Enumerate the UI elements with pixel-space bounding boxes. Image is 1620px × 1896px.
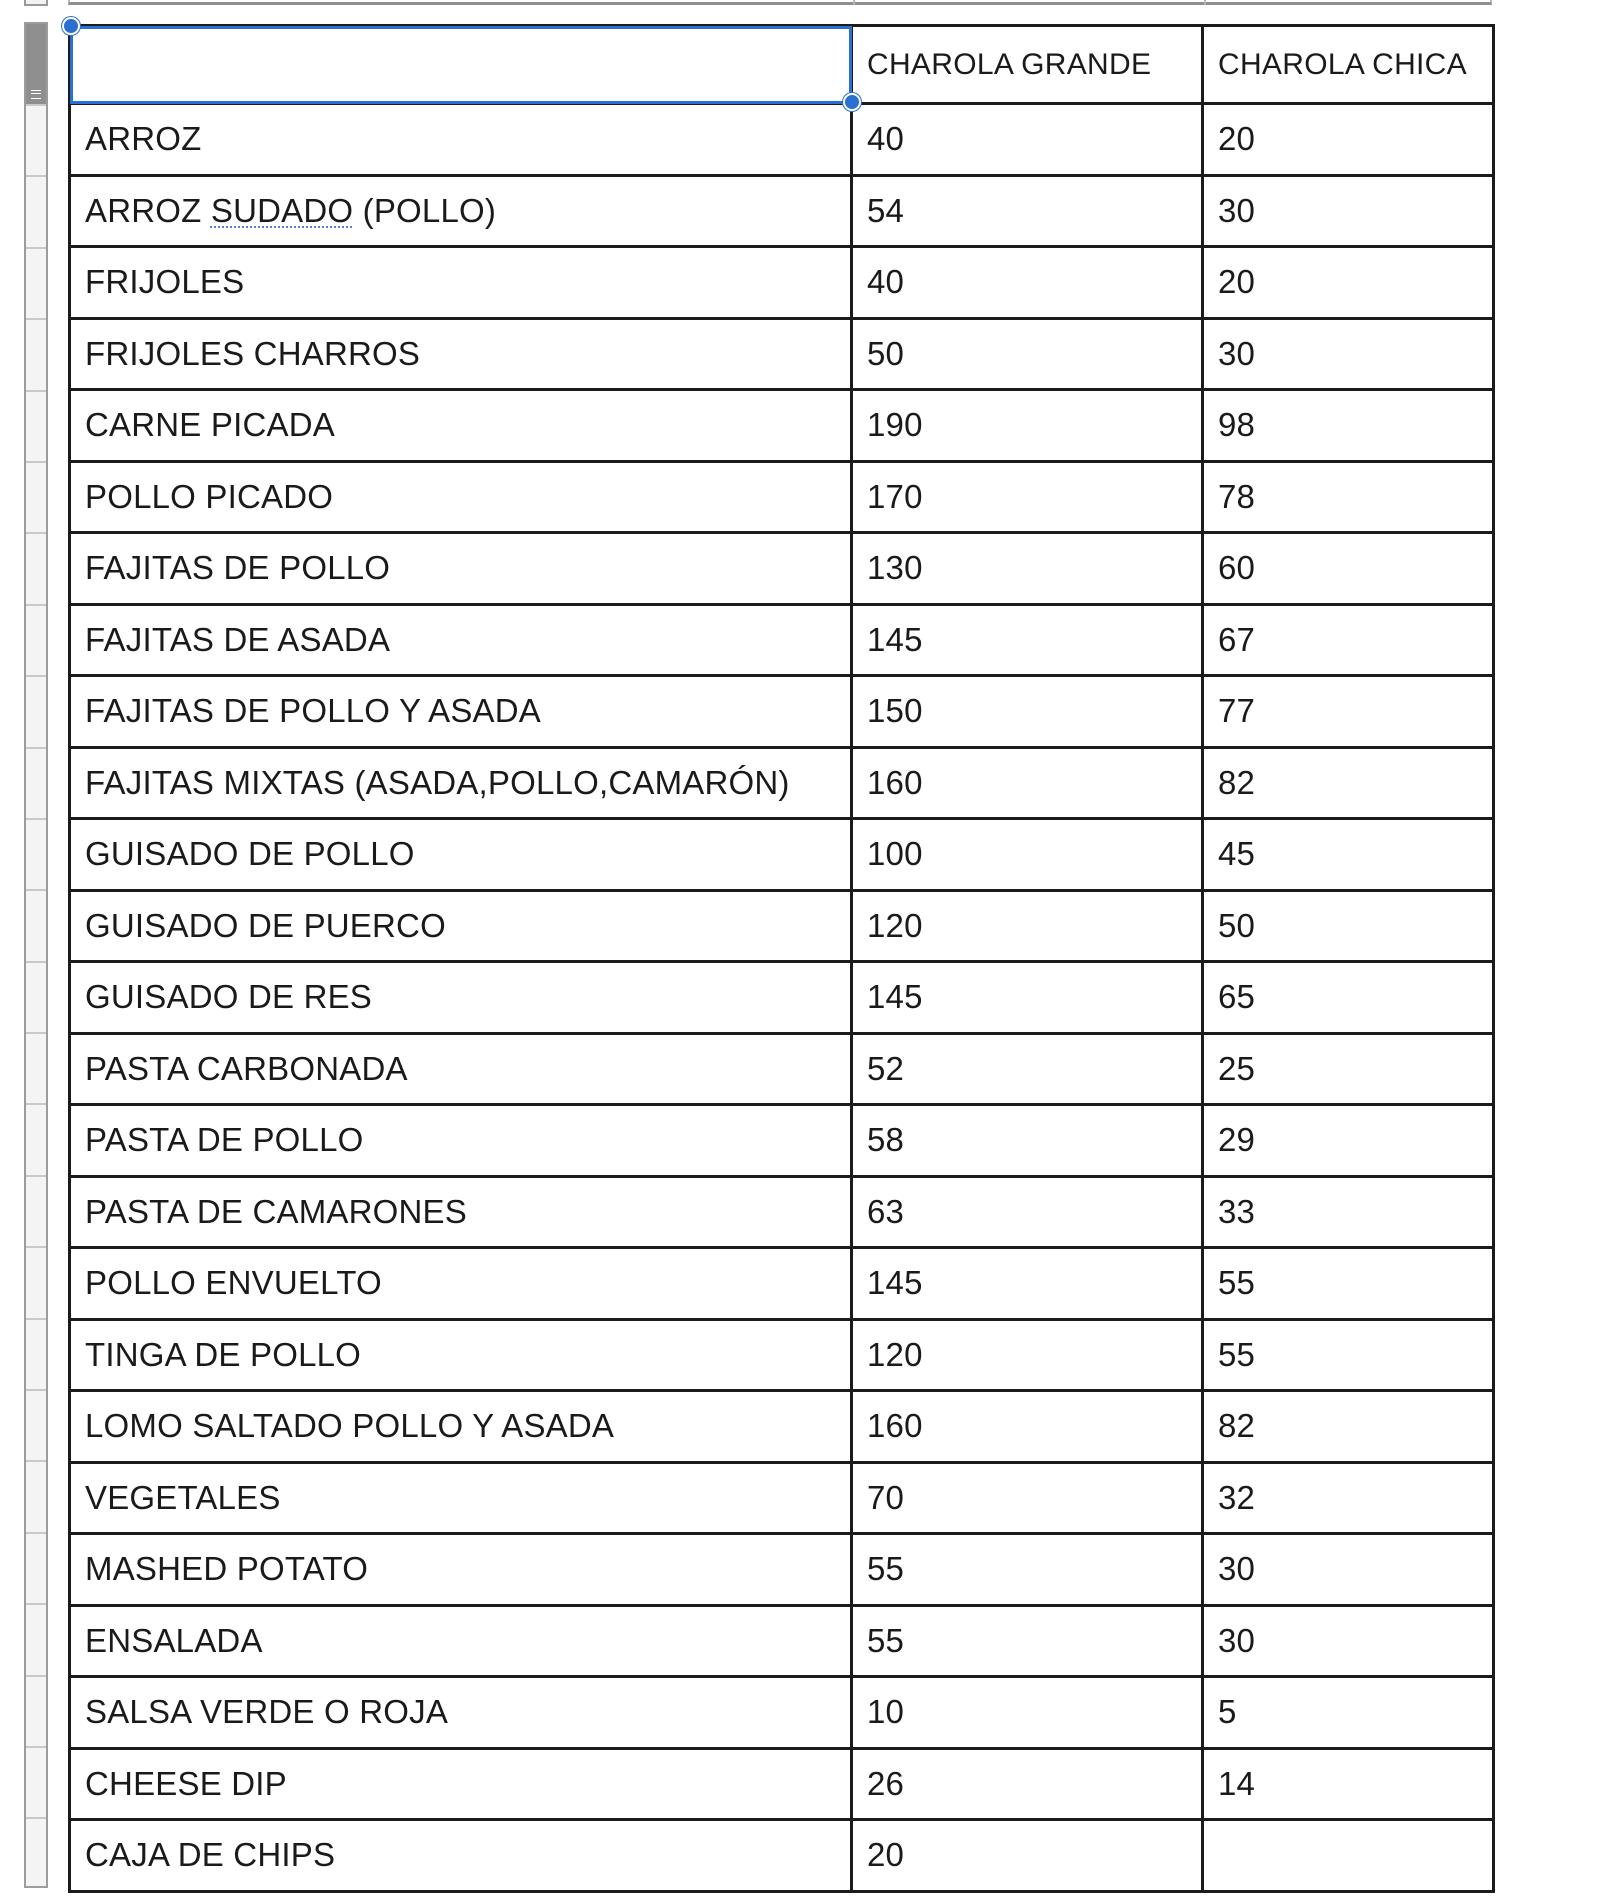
table-corner-tab[interactable] — [24, 0, 48, 6]
cell-charola-grande[interactable]: 20 — [852, 1820, 1203, 1892]
cell-charola-grande[interactable]: 120 — [852, 890, 1203, 962]
cell-charola-chica[interactable]: 30 — [1203, 1534, 1494, 1606]
cell-charola-grande[interactable]: 63 — [852, 1176, 1203, 1248]
cell-charola-grande[interactable]: 55 — [852, 1605, 1203, 1677]
cell-item[interactable]: MASHED POTATO — [70, 1534, 852, 1606]
cell-charola-chica[interactable]: 5 — [1203, 1677, 1494, 1749]
header-cell-item[interactable] — [70, 26, 852, 104]
cell-charola-chica[interactable] — [1203, 1820, 1494, 1892]
table-row — [70, 747, 1494, 819]
cell-item[interactable]: CHEESE DIP — [70, 1748, 852, 1820]
ruler-row-marker[interactable] — [26, 1318, 46, 1389]
cell-charola-chica[interactable]: 32 — [1203, 1462, 1494, 1534]
cell-charola-chica[interactable]: 30 — [1203, 175, 1494, 247]
table-row — [70, 890, 1494, 962]
header-cell-charola-chica[interactable]: CHAROLA CHICA — [1203, 26, 1494, 104]
selection-handle-top-left[interactable] — [62, 17, 80, 35]
cell-item[interactable]: ARROZ — [70, 104, 852, 176]
ruler-row-marker[interactable] — [26, 889, 46, 960]
table-row — [70, 1534, 1494, 1606]
cell-charola-grande[interactable]: 170 — [852, 461, 1203, 533]
cell-item[interactable]: GUISADO DE RES — [70, 962, 852, 1034]
ruler-row-marker[interactable] — [26, 675, 46, 746]
table-row — [70, 175, 1494, 247]
table-row — [70, 1605, 1494, 1677]
cell-charola-chica[interactable]: 14 — [1203, 1748, 1494, 1820]
cell-item[interactable]: ENSALADA — [70, 1605, 852, 1677]
table-row — [70, 676, 1494, 748]
cell-charola-chica[interactable]: 29 — [1203, 1105, 1494, 1177]
row-ruler[interactable] — [24, 22, 48, 1888]
table-row — [70, 1033, 1494, 1105]
table-row — [70, 604, 1494, 676]
cell-charola-grande[interactable]: 120 — [852, 1319, 1203, 1391]
table-row — [70, 247, 1494, 319]
cell-item[interactable]: FAJITAS DE POLLO Y ASADA — [70, 676, 852, 748]
table-row — [70, 962, 1494, 1034]
ruler-row-marker[interactable] — [26, 1675, 46, 1746]
cell-charola-chica[interactable]: 45 — [1203, 819, 1494, 891]
ruler-row-marker[interactable] — [26, 961, 46, 1032]
cell-charola-chica[interactable]: 82 — [1203, 747, 1494, 819]
cell-item[interactable]: PASTA DE POLLO — [70, 1105, 852, 1177]
cell-charola-grande[interactable]: 145 — [852, 604, 1203, 676]
cell-charola-chica[interactable]: 50 — [1203, 890, 1494, 962]
table-row — [70, 318, 1494, 390]
cell-item[interactable]: FAJITAS DE ASADA — [70, 604, 852, 676]
ruler-row-marker[interactable] — [26, 390, 46, 461]
ruler-row-marker[interactable] — [26, 1460, 46, 1531]
ruler-row-marker[interactable] — [26, 247, 46, 318]
cell-item[interactable]: CAJA DE CHIPS — [70, 1820, 852, 1892]
table-row — [70, 1677, 1494, 1749]
cell-charola-grande[interactable]: 40 — [852, 104, 1203, 176]
header-row — [70, 26, 1494, 104]
cell-item[interactable]: FRIJOLES — [70, 247, 852, 319]
table-row — [70, 1105, 1494, 1177]
cell-item[interactable] — [70, 175, 852, 247]
table-row — [70, 1462, 1494, 1534]
cell-item-text: (POLLO) — [353, 191, 497, 229]
cell-charola-grande[interactable]: 55 — [852, 1534, 1203, 1606]
table-row — [70, 104, 1494, 176]
table-row — [70, 1391, 1494, 1463]
cell-charola-grande[interactable]: 145 — [852, 1248, 1203, 1320]
cell-charola-grande[interactable]: 160 — [852, 1391, 1203, 1463]
cell-charola-chica[interactable]: 33 — [1203, 1176, 1494, 1248]
cell-charola-chica[interactable]: 78 — [1203, 461, 1494, 533]
cell-item[interactable]: FAJITAS DE POLLO — [70, 533, 852, 605]
cell-item[interactable]: POLLO PICADO — [70, 461, 852, 533]
cell-charola-chica[interactable]: 55 — [1203, 1319, 1494, 1391]
cell-charola-grande[interactable]: 54 — [852, 175, 1203, 247]
cell-item[interactable]: PASTA CARBONADA — [70, 1033, 852, 1105]
ruler-row-marker[interactable] — [26, 1389, 46, 1460]
ruler-row-marker[interactable] — [26, 1817, 46, 1888]
cell-charola-grande[interactable]: 70 — [852, 1462, 1203, 1534]
spellcheck-marked-word[interactable]: SUDADO — [210, 191, 354, 229]
table-row — [70, 533, 1494, 605]
cell-charola-chica[interactable]: 20 — [1203, 247, 1494, 319]
cell-item[interactable]: VEGETALES — [70, 1462, 852, 1534]
cell-charola-chica[interactable]: 20 — [1203, 104, 1494, 176]
ruler-row-marker[interactable] — [26, 175, 46, 246]
ruler-row-marker[interactable] — [26, 1032, 46, 1103]
cell-charola-grande[interactable]: 52 — [852, 1033, 1203, 1105]
cell-charola-chica[interactable]: 82 — [1203, 1391, 1494, 1463]
cell-charola-grande[interactable]: 190 — [852, 390, 1203, 462]
cell-item[interactable]: PASTA DE CAMARONES — [70, 1176, 852, 1248]
price-table — [68, 24, 1495, 1893]
cell-item-text: ARROZ — [85, 191, 211, 229]
cell-item[interactable]: LOMO SALTADO POLLO Y ASADA — [70, 1391, 852, 1463]
cell-charola-chica[interactable]: 67 — [1203, 604, 1494, 676]
ruler-row-marker[interactable] — [26, 104, 46, 175]
cell-charola-grande[interactable]: 160 — [852, 747, 1203, 819]
table-row — [70, 819, 1494, 891]
table-row — [70, 461, 1494, 533]
ruler-row-marker[interactable] — [26, 1103, 46, 1174]
cell-charola-chica[interactable]: 55 — [1203, 1248, 1494, 1320]
cell-charola-grande[interactable]: 10 — [852, 1677, 1203, 1749]
ruler-row-marker[interactable] — [26, 1175, 46, 1246]
ruler-row-marker[interactable] — [26, 818, 46, 889]
ruler-row-marker[interactable] — [26, 1246, 46, 1317]
selection-handle-bottom-right[interactable] — [843, 93, 861, 111]
cell-charola-grande[interactable]: 26 — [852, 1748, 1203, 1820]
ruler-row-marker[interactable] — [26, 461, 46, 532]
cell-item[interactable]: POLLO ENVUELTO — [70, 1248, 852, 1320]
cell-charola-chica[interactable]: 60 — [1203, 533, 1494, 605]
cell-charola-chica[interactable]: 65 — [1203, 962, 1494, 1034]
cell-charola-grande[interactable]: 130 — [852, 533, 1203, 605]
cell-charola-chica[interactable]: 30 — [1203, 318, 1494, 390]
cell-item[interactable]: SALSA VERDE O ROJA — [70, 1677, 852, 1749]
cell-item[interactable]: CARNE PICADA — [70, 390, 852, 462]
ruler-row-marker[interactable] — [26, 1746, 46, 1817]
cell-charola-grande[interactable]: 40 — [852, 247, 1203, 319]
previous-table-bottom-edge — [68, 0, 1492, 5]
cell-charola-chica[interactable]: 77 — [1203, 676, 1494, 748]
ruler-header-marker[interactable] — [26, 24, 46, 104]
ruler-row-marker[interactable] — [26, 532, 46, 603]
table-row — [70, 390, 1494, 462]
table-row — [70, 1319, 1494, 1391]
ruler-row-marker[interactable] — [26, 1603, 46, 1674]
cell-charola-grande[interactable]: 150 — [852, 676, 1203, 748]
drag-grip-icon[interactable] — [31, 90, 41, 99]
table-row — [70, 1820, 1494, 1892]
cell-item[interactable]: TINGA DE POLLO — [70, 1319, 852, 1391]
cell-charola-chica[interactable]: 98 — [1203, 390, 1494, 462]
cell-item[interactable]: GUISADO DE PUERCO — [70, 890, 852, 962]
ruler-row-marker[interactable] — [26, 604, 46, 675]
ruler-row-marker[interactable] — [26, 1532, 46, 1603]
ruler-row-marker[interactable] — [26, 318, 46, 389]
cell-item[interactable]: FRIJOLES CHARROS — [70, 318, 852, 390]
ruler-row-marker[interactable] — [26, 747, 46, 818]
cell-charola-chica[interactable]: 25 — [1203, 1033, 1494, 1105]
cell-charola-grande[interactable]: 100 — [852, 819, 1203, 891]
cell-item[interactable]: GUISADO DE POLLO — [70, 819, 852, 891]
cell-charola-chica[interactable]: 30 — [1203, 1605, 1494, 1677]
cell-charola-grande[interactable]: 58 — [852, 1105, 1203, 1177]
header-cell-charola-grande[interactable]: CHAROLA GRANDE — [852, 26, 1203, 104]
cell-charola-grande[interactable]: 50 — [852, 318, 1203, 390]
table-row — [70, 1248, 1494, 1320]
cell-item[interactable]: FAJITAS MIXTAS (ASADA,POLLO,CAMARÓN) — [70, 747, 852, 819]
cell-charola-grande[interactable]: 145 — [852, 962, 1203, 1034]
table-row — [70, 1748, 1494, 1820]
table-row — [70, 1176, 1494, 1248]
